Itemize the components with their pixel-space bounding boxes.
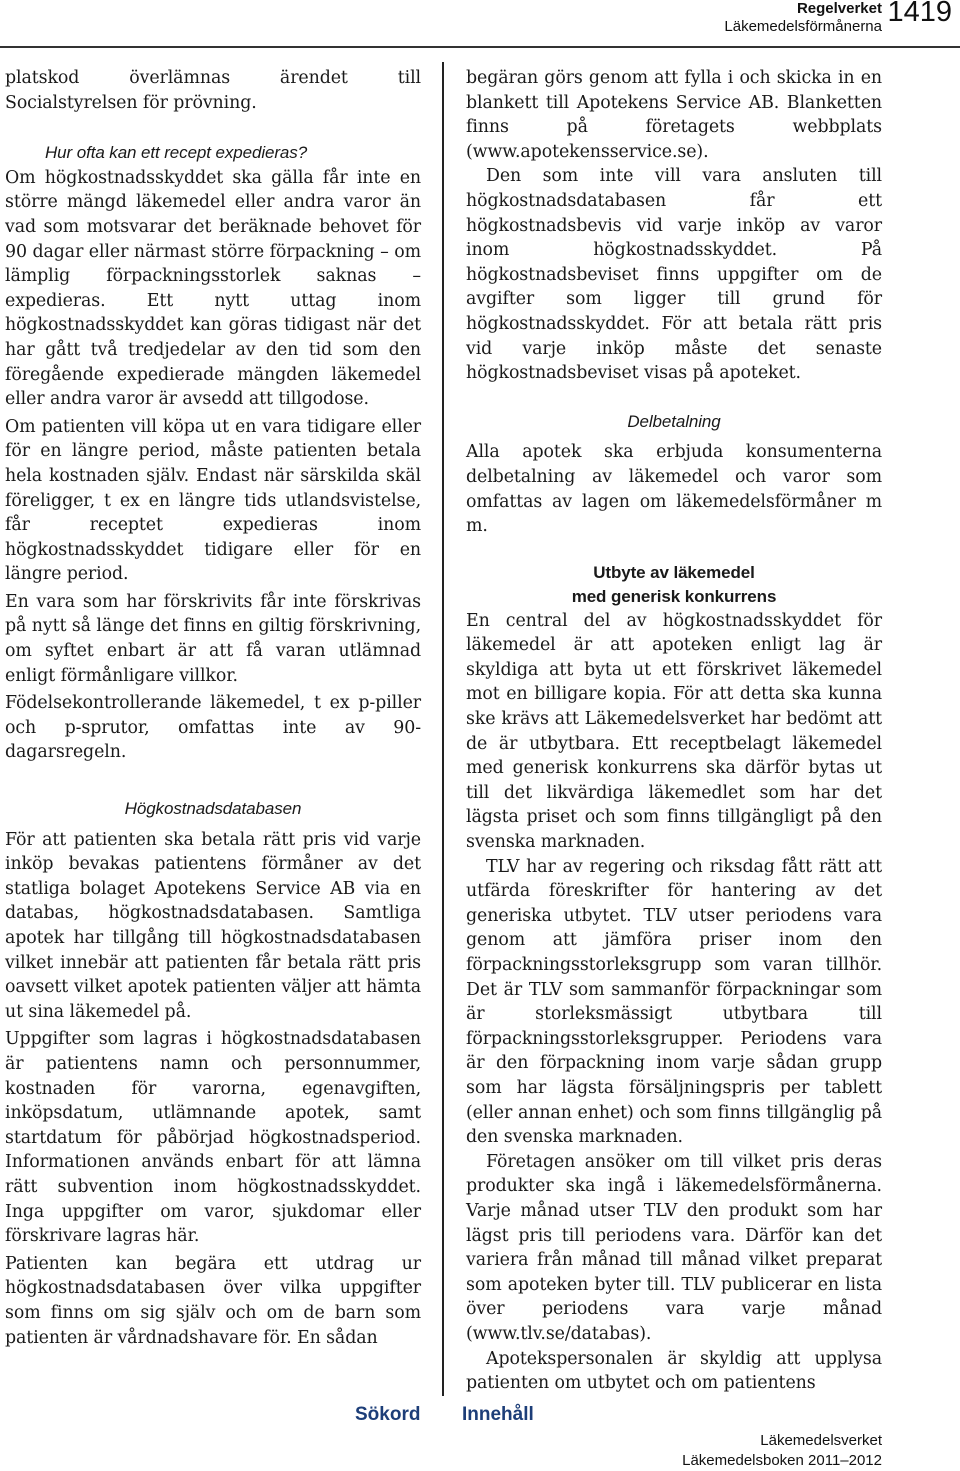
page-number: 1419 xyxy=(887,0,952,28)
contents-link[interactable]: Innehåll xyxy=(462,1404,534,1425)
section-heading: Delbetalning xyxy=(627,411,721,431)
right-column xyxy=(466,66,882,1396)
paragraph: begäran görs genom att fylla i och skicka in en blankett till Apotekens Service AB. Blanketten finns på företagets webbplats (www.apotekensservice.se). xyxy=(466,68,882,162)
section-heading: Utbyte av läkemedel xyxy=(593,562,755,582)
section-heading: Hur ofta kan ett recept expedieras? xyxy=(45,143,308,163)
column-divider xyxy=(442,62,444,1396)
header-section: Regelverket xyxy=(796,0,882,17)
paragraph: För att patienten ska betala rätt pris vid varje inköp bevakas patientens förmåner av det statliga bolaget Apotekens Service AB via en databas, högkostnadsdatabasen. Samtliga apotek har tillgång till högkostnadsdatabasen vilket innebär att patienten får betala rätt pris oavsett vilket apotek patienten väljer att hämta ut sina läkemedel på. xyxy=(5,829,421,1022)
footer-publisher: Läkemedelsverket xyxy=(760,1432,882,1449)
section-heading: Högkostnadsdatabasen xyxy=(124,799,302,819)
paragraph: Den som inte vill vara ansluten till högkostnadsdatabasen får ett högkostnadsbevis vid varje inköp av varor inom högkostnadsskyddet. På högkostnadsbeviset finns uppgifter om de avgifter som ligger till grund för högkostnadsskyddet. För att betala rätt pris vid varje inköp måste det senaste högkostnadsbeviset visas på apoteket. xyxy=(466,166,882,384)
left-column xyxy=(5,66,421,1350)
paragraph: Om patienten vill köpa ut en vara tidigare eller för en längre period, måste patienten betala hela kostnaden själv. Endast när särskilda skäl föreligger, t ex en längre tids utlandsvistelse, får receptet expedieras inom högkostnadsskyddet tidigare eller för en längre period. xyxy=(5,416,421,585)
paragraph: Apotekspersonalen är skyldig att upplysa patienten om utbytet och om patientens xyxy=(466,1348,882,1394)
header-subsection: Läkemedelsförmånerna xyxy=(724,18,882,35)
paragraph: En vara som har förskrivits får inte förskrivas på nytt så länge det finns en giltig förskrivning, om syftet enbart är att få varan utlämnad enligt förmånligare villkor. xyxy=(5,591,421,686)
search-link[interactable]: Sökord xyxy=(355,1404,421,1425)
paragraph: TLV har av regering och riksdag fått rätt att utfärda föreskrifter för hantering av det generiska utbytet. TLV utser periodens vara genom att jämföra priser inom den förpackningsstorleksgrupp som varan tillhör. Det är TLV som sammanför förpackningar som är storleksmässigt utbytbara till förpackningsstorleksgrupper. Periodens vara är den förpackning inom varje sådan grupp som har lägsta försäljningspris per tablett (eller annan enhet) och som finns tillgänglig på den svenska marknaden. xyxy=(466,856,882,1148)
paragraph: Patienten kan begära ett utdrag ur högkostnadsdatabasen över vilka uppgifter som finns om sig själv och om de barn som patienten är vårdnadshavare för. En sådan xyxy=(5,1253,421,1348)
section-heading: med generisk konkurrens xyxy=(571,586,777,606)
header-rule xyxy=(0,46,960,48)
paragraph: En central del av högkostnadsskyddet för läkemedel är att apoteken enligt lag är skyldiga att byta ut ett förskrivet läkemedel mot en billigare kopia. För att detta ska kunna ske krävs att Läkemedelsverket har bedömt att de är utbytbara. Ett receptbelagt läkemedel med generisk konkurrens ska därför bytas ut till det likvärdiga läkemedlet som har det lägsta priset och som finns tillgängligt på den svenska marknaden. xyxy=(466,610,882,853)
paragraph: Uppgifter som lagras i högkostnadsdatabasen är patientens namn och personnummer, kostnaden för varorna, egenavgiften, inköpsdatum, utlämnande apotek, samt startdatum för påbörjad högkostnadsperiod. Informationen används enbart för att lämna rätt subvention inom högkostnadsskyddet. Inga uppgifter om varor, sjukdomar eller förskrivare lagras här. xyxy=(5,1029,421,1247)
footer-book: Läkemedelsboken 2011–2012 xyxy=(682,1452,882,1469)
paragraph: Födelsekontrollerande läkemedel, t ex p-piller och p-sprutor, omfattas inte av 90-dagarsregeln. xyxy=(5,693,421,763)
paragraph: Om högkostnadsskyddet ska gälla får inte en större mängd läkemedel eller andra varor än vad som motsvarar det beräknade behovet för 90 dagar eller närmast större förpackning – om lämplig förpackningsstorlek saknas – expedieras. Ett nytt uttag inom högkostnadsskyddet kan göras tidigast när det har gått två tredjedelar av den tid som den föregående expedierade mängden läkemedel eller andra varor är avsedd att tillgodose. xyxy=(5,167,421,410)
paragraph: Alla apotek ska erbjuda konsumenterna delbetalning av läkemedel och varor som omfattas av lagen om läkemedelsförmåner m m. xyxy=(466,442,882,537)
paragraph: Företagen ansöker om till vilket pris deras produkter ska ingå i läkemedelsförmånerna. Varje månad utser TLV den produkt som har lägst pris till periodens vara. Därför kan det variera från månad till månad vilket preparat som apoteken byter till. TLV publicerar en lista över periodens vara varje månad (www.tlv.se/databas). xyxy=(466,1151,882,1344)
paragraph: platskod överlämnas ärendet till Socialstyrelsen för prövning. xyxy=(5,68,421,113)
